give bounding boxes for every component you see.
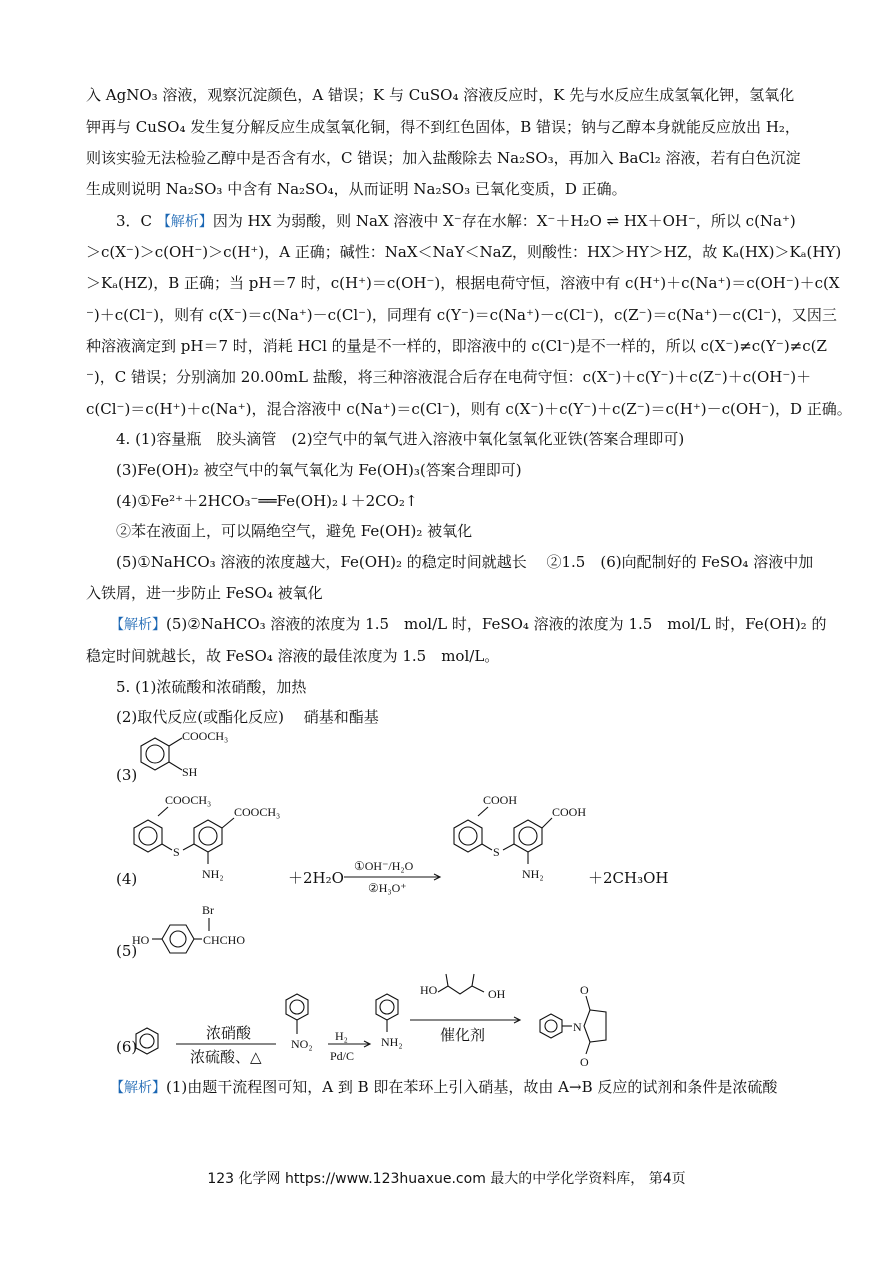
benzene-ring: [376, 994, 398, 1020]
condition-1: ①OH⁻/H₂O: [354, 859, 414, 873]
cooh-group: COOH: [483, 793, 518, 807]
bromine-atom: Br: [202, 903, 214, 917]
benzene-ring: [540, 1014, 562, 1038]
part-label: (6): [116, 1038, 138, 1056]
text-line: (2)取代反应(或酯化反应) 硝基和酯基: [116, 708, 379, 726]
aldehyde-chain: CHCHO: [203, 933, 246, 947]
condition-2: ②H₃O⁺: [368, 881, 407, 895]
reagent-pdc: Pd/C: [330, 1049, 355, 1063]
part-label: (5): [116, 942, 138, 960]
benzene-ring: [136, 1028, 158, 1054]
imide-ring: [584, 1010, 606, 1042]
part-label: (3): [116, 766, 138, 784]
hydroxy-group: HO: [132, 933, 150, 947]
page-footer: 123 化学网 https://www.123huaxue.com 最大的中学化学资料库， 第4页: [207, 1171, 686, 1187]
oxygen-atom: O: [580, 983, 589, 997]
reagent-nitric-acid: 浓硝酸: [206, 1024, 252, 1042]
structure-5: [110, 902, 310, 964]
q3-answer: 3．C: [116, 212, 153, 230]
benzene-ring: [162, 925, 194, 953]
text-line: ②苯在液面上，可以隔绝空气，避免 Fe(OH)₂ 被氧化: [116, 522, 473, 540]
q5-analysis-line: [110, 1076, 777, 1099]
oxygen-atom: O: [580, 1055, 589, 1068]
nh2-group: NH₂: [522, 867, 544, 881]
text-line: (1)由题干流程图可知，A 到 B 即在苯环上引入硝基，故由 A→B 反应的试剂和条件是浓硫酸: [166, 1078, 778, 1096]
coch3-group: COOCH₃: [182, 729, 229, 743]
benzene-ring: [194, 820, 222, 852]
nh2-group: NH₂: [381, 1035, 403, 1049]
structure-3: [110, 724, 310, 786]
benzene-ring: [141, 738, 169, 770]
text-line: ＞c(X⁻)＞c(OH⁻)＞c(H⁺)，A 正确；碱性：NaX＜NaY＜NaZ，则酸性：HX＞HY＞HZ，故 Kₐ(HX)＞Kₐ(HY): [86, 243, 842, 261]
sulfur-atom: S: [493, 845, 500, 859]
text-line: 钾再与 CuSO₄ 发生复分解反应生成氢氧化铜，得不到红色固体，B 错误；钠与乙醇本身就能反应放出 H₂，: [86, 118, 800, 136]
nitrogen-atom: N: [573, 1020, 582, 1034]
text-line: 则该实验无法检验乙醇中是否含有水，C 错误；加入盐酸除去 Na₂SO₃，再加入 BaCl₂ 溶液，若有白色沉淀: [86, 149, 801, 167]
hydroxy-group: OH: [488, 987, 506, 1001]
benzene-ring: [134, 820, 162, 852]
text-line: (3)Fe(OH)₂ 被空气中的氧气氧化为 Fe(OH)₃(答案合理即可): [116, 461, 522, 479]
text-line: (4)①Fe²⁺＋2HCO₃⁻══Fe(OH)₂↓＋2CO₂↑: [116, 492, 418, 510]
coch3-group: COOCH₃: [165, 793, 212, 807]
nh2-group: NH₂: [202, 867, 224, 881]
q3-first-line: [116, 210, 796, 233]
text-line: c(Cl⁻)＝c(H⁺)＋c(Na⁺)，混合溶液中 c(Na⁺)＝c(Cl⁻)，则有 c(X⁻)＋c(Y⁻)＋c(Z⁻)＝c(H⁺)－c(OH⁻)，D 正确。: [86, 400, 852, 418]
sh-group: SH: [182, 765, 198, 779]
text-line: 入铁屑，进一步防止 FeSO₄ 被氧化: [86, 584, 323, 602]
analysis-tag: 【解析】: [156, 214, 213, 230]
benzene-ring: [286, 994, 308, 1020]
text-line: ＞Kₐ(HZ)，B 正确；当 pH＝7 时，c(H⁺)＝c(OH⁻)，根据电荷守恒，溶液中有 c(H⁺)＋c(Na⁺)＝c(OH⁻)＋c(X: [86, 274, 840, 292]
benzene-ring: [514, 820, 542, 852]
methanol-term: ＋2CH₃OH: [588, 869, 669, 887]
text-line: ⁻)，C 错误；分别滴加 20.00mL 盐酸，将三种溶液混合后存在电荷守恒：c(X⁻)＋c(Y⁻)＋c(Z⁻)＋c(OH⁻)＋: [86, 368, 812, 386]
text-line: 入 AgNO₃ 溶液，观察沉淀颜色，A 错误；K 与 CuSO₄ 溶液反应时，K 先与水反应生成氢氧化钾，氢氧化: [86, 86, 795, 104]
text-line: 种溶液滴定到 pH＝7 时，消耗 HCl 的量是不一样的，即溶液中的 c(Cl⁻)是不一样的，所以 c(X⁻)≠c(Y⁻)≠c(Z: [86, 337, 827, 355]
text-line: (5)①NaHCO₃ 溶液的浓度越大，Fe(OH)₂ 的稳定时间就越长 ②1.5 (6)向配制好的 FeSO₄ 溶液中加: [116, 553, 814, 571]
catalyst-label: 催化剂: [440, 1026, 486, 1044]
text-line: 生成则说明 Na₂SO₃ 中含有 Na₂SO₄，从而证明 Na₂SO₃ 已氧化变质，D 正确。: [86, 180, 627, 198]
text-line: 稳定时间就越长，故 FeSO₄ 溶液的最佳浓度为 1.5 mol/L。: [86, 647, 500, 665]
analysis-tag: 【解析】: [110, 617, 166, 633]
hydroxy-group: HO: [420, 983, 438, 997]
coch3-group: COOCH₃: [234, 805, 281, 819]
text-line: 5. (1)浓硫酸和浓硝酸，加热: [116, 678, 307, 696]
analysis-tag: 【解析】: [110, 1080, 166, 1096]
text-line: (5)②NaHCO₃ 溶液的浓度为 1.5 mol/L 时，FeSO₄ 溶液的浓度为 1.5 mol/L 时，Fe(OH)₂ 的: [166, 615, 827, 633]
synthesis-route-6: [110, 966, 610, 1068]
sulfur-atom: S: [173, 845, 180, 859]
q4-analysis-line: [110, 613, 826, 636]
text-line: 4. (1)容量瓶 胶头滴管 (2)空气中的氧气进入溶液中氧化氢氧化亚铁(答案合理即可): [116, 430, 685, 448]
text-line: ⁻)＋c(Cl⁻)，则有 c(X⁻)＝c(Na⁺)－c(Cl⁻)，同理有 c(Y⁻)＝c(Na⁺)－c(Cl⁻)，c(Z⁻)＝c(Na⁺)－c(Cl⁻)，又因三: [86, 306, 837, 324]
part-label: (4): [116, 870, 138, 888]
benzene-ring: [454, 820, 482, 852]
reagent-h2: H₂: [335, 1029, 348, 1043]
ring-circle: [146, 745, 164, 763]
reaction-4: [110, 790, 670, 900]
water-term: ＋2H₂O: [288, 869, 344, 887]
nitro-group: NO₂: [291, 1037, 313, 1051]
reagent-sulfuric-acid: 浓硫酸、△: [190, 1048, 262, 1066]
cooh-group: COOH: [552, 805, 587, 819]
text-line: 因为 HX 为弱酸，则 NaX 溶液中 X⁻存在水解：X⁻＋H₂O ⇌ HX＋OH⁻，所以 c(Na⁺): [212, 212, 796, 230]
